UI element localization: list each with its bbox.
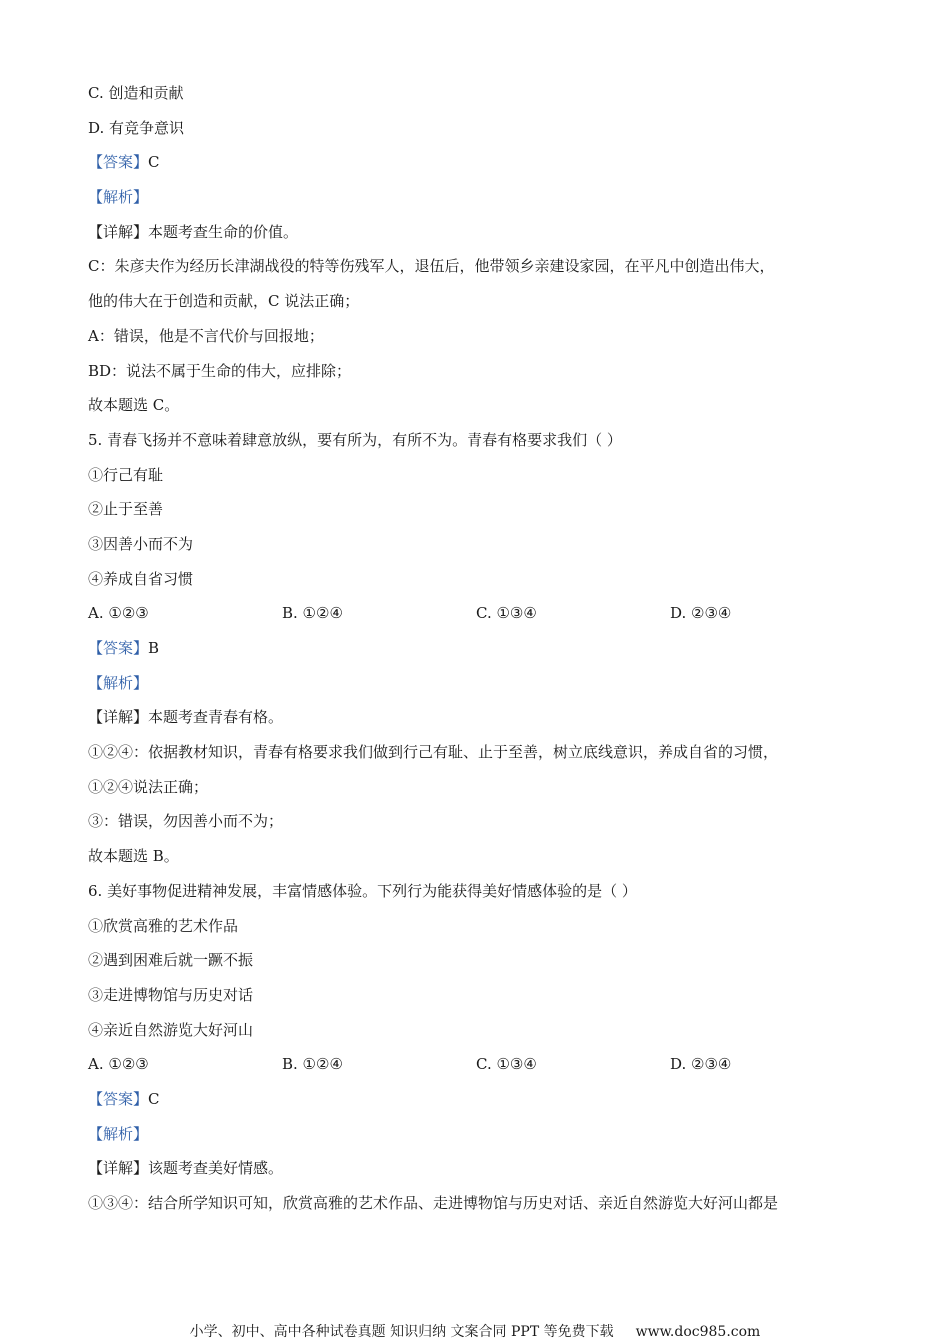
detail-tag: 【详解】 bbox=[88, 1159, 149, 1178]
option-b: B. ①②④ bbox=[282, 604, 343, 623]
option-d: D. ②③④ bbox=[670, 604, 732, 623]
question-item: ①行己有耻 bbox=[88, 465, 164, 484]
document-page bbox=[88, 76, 878, 1221]
explanation-line: 他的伟大在于创造和贡献，C 说法正确； bbox=[88, 292, 360, 311]
explanation-line: ①③④：结合所学知识可知，欣赏高雅的艺术作品、走进博物馆与历史对话、亲近自然游览大好河山都是 bbox=[88, 1194, 779, 1212]
conclusion-line: 故本题选 B。 bbox=[88, 847, 179, 866]
explanation-line: C：朱彦夫作为经历长津湖战役的特等伤残军人，退伍后，他带领乡亲建设家园，在平凡中创造出伟大， bbox=[88, 257, 775, 276]
question-item: ①欣赏高雅的艺术作品 bbox=[88, 916, 239, 935]
analysis-tag: 【解析】 bbox=[88, 673, 149, 692]
conclusion-line: 故本题选 C。 bbox=[88, 396, 180, 415]
option-a: A. ①②③ bbox=[88, 604, 149, 623]
explanation-line: BD：说法不属于生命的伟大，应排除； bbox=[88, 361, 352, 380]
question-stem: 6. 美好事物促进精神发展，丰富情感体验。下列行为能获得美好情感体验的是（ ） bbox=[88, 881, 637, 900]
answer-line bbox=[88, 145, 878, 180]
detail-tag: 【详解】 bbox=[88, 222, 149, 241]
options-row bbox=[88, 1047, 878, 1082]
answer-tag: 【答案】 bbox=[88, 1089, 149, 1108]
answer-tag: 【答案】 bbox=[88, 153, 149, 172]
option-c: C. ①③④ bbox=[476, 1055, 537, 1074]
options-row bbox=[88, 596, 878, 631]
page-footer bbox=[0, 1322, 950, 1342]
analysis-tag: 【解析】 bbox=[88, 1124, 149, 1143]
explanation-line: ①②④说法正确； bbox=[88, 777, 209, 796]
explanation-line: ①②④：依据教材知识，青春有格要求我们做到行己有耻、止于至善，树立底线意识，养成自省的习惯， bbox=[88, 743, 779, 762]
answer-value: B bbox=[148, 639, 160, 657]
option-b: B. ①②④ bbox=[282, 1055, 343, 1074]
option-c: C. 创造和贡献 bbox=[88, 84, 184, 102]
detail-text: 本题考查生命的价值。 bbox=[148, 222, 299, 241]
option-a: A. ①②③ bbox=[88, 1055, 149, 1074]
footer-text: 小学、初中、高中各种试卷真题 知识归纳 文案合同 PPT 等免费下载 bbox=[189, 1324, 614, 1340]
explanation-line: A：错误，他是不言代价与回报地； bbox=[88, 326, 324, 345]
analysis-line bbox=[88, 180, 878, 215]
detail-text: 本题考查青春有格。 bbox=[148, 708, 284, 727]
question-item: ④养成自省习惯 bbox=[88, 569, 194, 588]
question-item: ③走进博物馆与历史对话 bbox=[88, 985, 254, 1004]
footer-url[interactable]: www.doc985.com bbox=[635, 1324, 761, 1340]
option-d: D. ②③④ bbox=[670, 1055, 732, 1074]
analysis-line bbox=[88, 1117, 878, 1152]
answer-value: C bbox=[148, 153, 160, 172]
option-d: D. 有竞争意识 bbox=[88, 118, 185, 137]
option-c: C. ①③④ bbox=[476, 604, 537, 623]
analysis-line bbox=[88, 666, 878, 701]
analysis-tag: 【解析】 bbox=[88, 188, 149, 207]
question-stem: 5. 青春飞扬并不意味着肆意放纵，要有所为，有所不为。青春有格要求我们（ ） bbox=[88, 430, 622, 449]
question-item: ④亲近自然游览大好河山 bbox=[88, 1020, 254, 1039]
question-item: ③因善小而不为 bbox=[88, 534, 194, 553]
detail-tag: 【详解】 bbox=[88, 708, 149, 727]
question-item: ②遇到困难后就一蹶不振 bbox=[88, 951, 254, 970]
question-item: ②止于至善 bbox=[88, 500, 164, 519]
detail-line bbox=[88, 1151, 878, 1186]
detail-line bbox=[88, 700, 878, 735]
answer-line bbox=[88, 631, 878, 666]
answer-tag: 【答案】 bbox=[88, 639, 149, 657]
detail-text: 该题考查美好情感。 bbox=[148, 1159, 284, 1178]
answer-line bbox=[88, 1082, 878, 1117]
answer-value: C bbox=[148, 1089, 160, 1108]
explanation-line: ③：错误，勿因善小而不为； bbox=[88, 812, 284, 831]
detail-line bbox=[88, 215, 878, 250]
